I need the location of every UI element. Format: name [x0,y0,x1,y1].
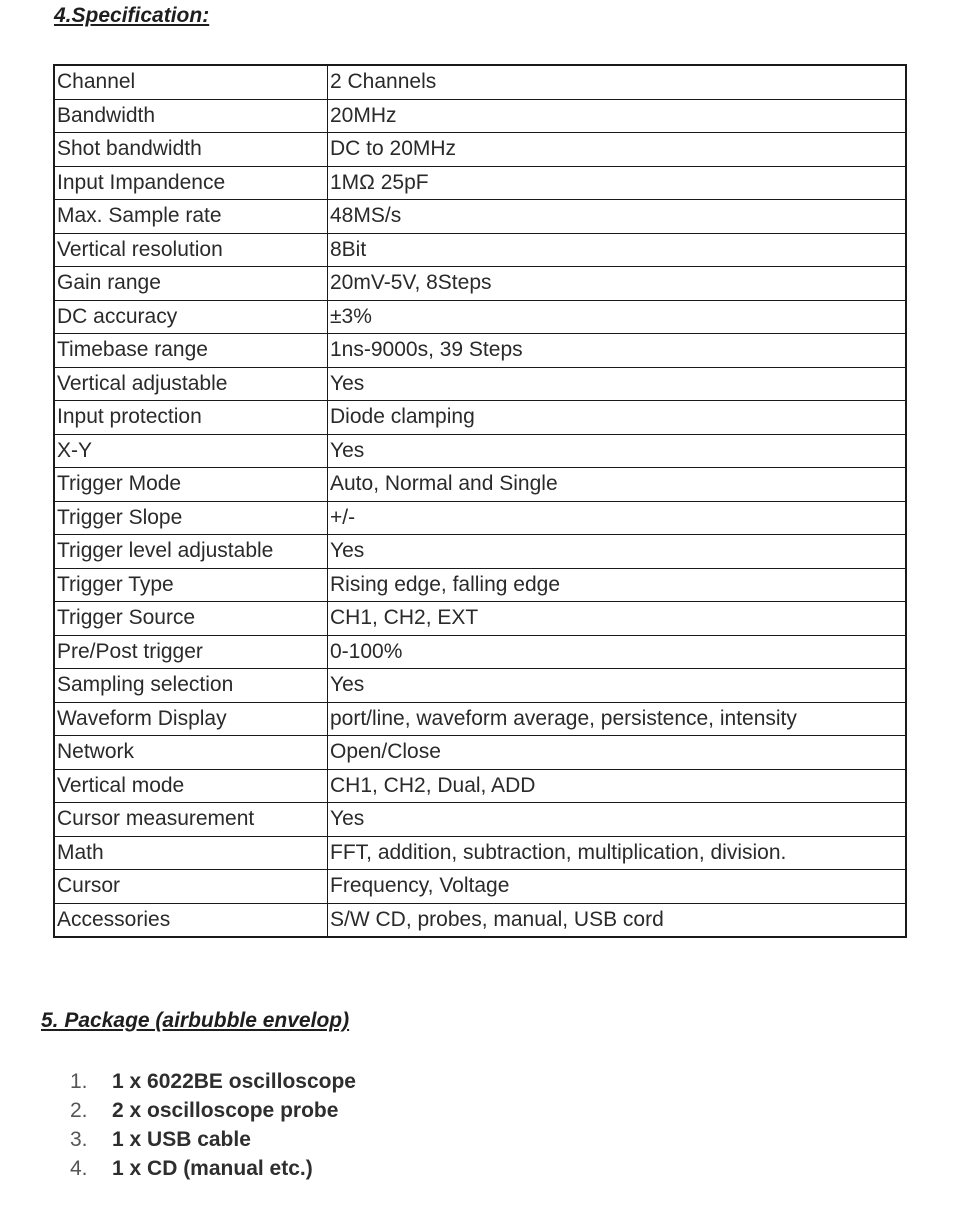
spec-value: 1MΩ 25pF [328,166,907,200]
spec-row [54,200,906,234]
spec-row [54,635,906,669]
spec-row [54,434,906,468]
spec-row [54,334,906,368]
specification-heading: 4.Specification: [54,4,210,27]
list-item-number: 3. [70,1128,88,1151]
specification-table-body [54,65,906,937]
spec-value: 2 Channels [328,65,907,99]
spec-row [54,602,906,636]
spec-row [54,468,906,502]
spec-row [54,300,906,334]
spec-value: Yes [328,803,907,837]
spec-value: Yes [328,367,907,401]
spec-row [54,702,906,736]
list-item [70,1067,356,1096]
spec-label: Channel [54,65,328,99]
spec-label: Timebase range [54,334,328,368]
spec-value: 8Bit [328,233,907,267]
spec-row [54,736,906,770]
spec-row [54,836,906,870]
spec-label: Cursor measurement [54,803,328,837]
spec-label: Max. Sample rate [54,200,328,234]
spec-label: Input Impandence [54,166,328,200]
spec-label: Trigger Mode [54,468,328,502]
spec-value: 1ns-9000s, 39 Steps [328,334,907,368]
spec-label: Vertical adjustable [54,367,328,401]
spec-row [54,267,906,301]
spec-row [54,99,906,133]
package-list [70,1067,356,1183]
spec-value: Open/Close [328,736,907,770]
spec-label: Pre/Post trigger [54,635,328,669]
spec-value: Rising edge, falling edge [328,568,907,602]
specification-table [53,64,907,938]
list-item-text: 1 x USB cable [112,1128,251,1151]
spec-value: 20MHz [328,99,907,133]
spec-label: Shot bandwidth [54,133,328,167]
spec-label: Input protection [54,401,328,435]
list-item [70,1096,356,1125]
spec-row [54,769,906,803]
spec-row [54,870,906,904]
spec-value: CH1, CH2, EXT [328,602,907,636]
spec-label: Bandwidth [54,99,328,133]
spec-value: 48MS/s [328,200,907,234]
spec-value: Yes [328,535,907,569]
spec-value: Auto, Normal and Single [328,468,907,502]
spec-label: DC accuracy [54,300,328,334]
package-heading: 5. Package (airbubble envelop) [41,1009,350,1032]
spec-row [54,903,906,937]
spec-row [54,501,906,535]
spec-row [54,535,906,569]
spec-label: Trigger Type [54,568,328,602]
spec-value: Frequency, Voltage [328,870,907,904]
spec-label: Gain range [54,267,328,301]
spec-label: Vertical mode [54,769,328,803]
spec-label: Trigger level adjustable [54,535,328,569]
list-item-number: 2. [70,1099,88,1122]
spec-value: 0-100% [328,635,907,669]
spec-label: Trigger Source [54,602,328,636]
spec-row [54,401,906,435]
spec-value: Diode clamping [328,401,907,435]
spec-label: Trigger Slope [54,501,328,535]
spec-row [54,803,906,837]
spec-label: Accessories [54,903,328,937]
spec-value: Yes [328,669,907,703]
spec-label: Waveform Display [54,702,328,736]
spec-value: S/W CD, probes, manual, USB cord [328,903,907,937]
spec-value: CH1, CH2, Dual, ADD [328,769,907,803]
spec-row [54,65,906,99]
spec-row [54,166,906,200]
spec-value: FFT, addition, subtraction, multiplication, division. [328,836,907,870]
spec-label: Sampling selection [54,669,328,703]
spec-row [54,367,906,401]
spec-value: port/line, waveform average, persistence, intensity [328,702,907,736]
spec-value: DC to 20MHz [328,133,907,167]
spec-value: Yes [328,434,907,468]
list-item-text: 2 x oscilloscope probe [112,1099,339,1122]
list-item-number: 4. [70,1157,88,1180]
list-item-text: 1 x CD (manual etc.) [112,1157,313,1180]
spec-label: Cursor [54,870,328,904]
spec-row [54,133,906,167]
spec-row [54,233,906,267]
list-item-number: 1. [70,1070,88,1093]
spec-label: Network [54,736,328,770]
list-item-text: 1 x 6022BE oscilloscope [112,1070,356,1093]
spec-value: +/- [328,501,907,535]
spec-row [54,568,906,602]
spec-row [54,669,906,703]
list-item [70,1154,356,1183]
spec-value: 20mV-5V, 8Steps [328,267,907,301]
spec-label: Vertical resolution [54,233,328,267]
spec-label: X-Y [54,434,328,468]
spec-value: ±3% [328,300,907,334]
list-item [70,1125,356,1154]
spec-label: Math [54,836,328,870]
